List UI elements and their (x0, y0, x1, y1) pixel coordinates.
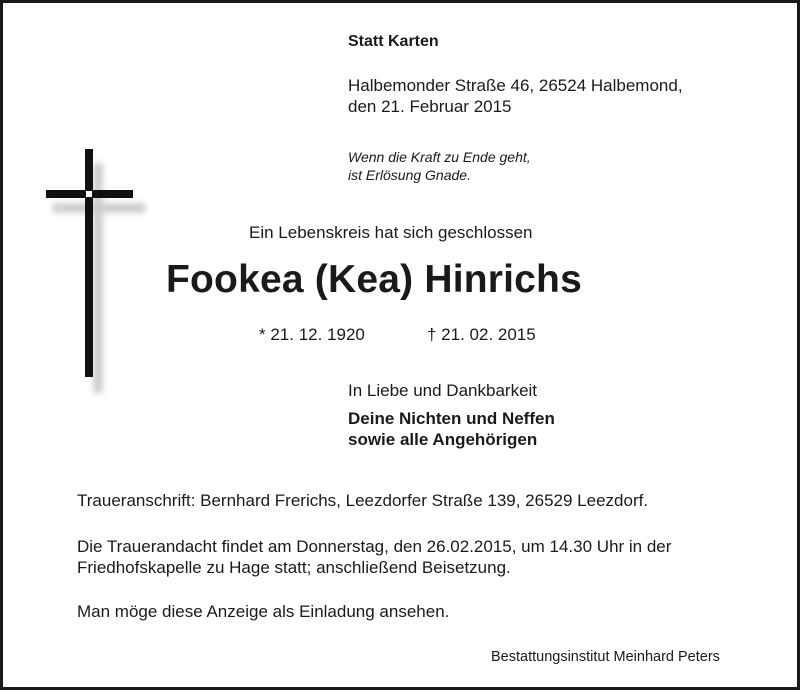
cross-center-gap (86, 191, 92, 197)
cross-shadow-horizontal (53, 203, 145, 213)
undertaker: Bestattungsinstitut Meinhard Peters (491, 649, 720, 665)
quote-line-1: Wenn die Kraft zu Ende geht, (348, 149, 531, 165)
death-date: † 21. 02. 2015 (427, 325, 536, 344)
address-line-2: den 21. Februar 2015 (348, 97, 512, 116)
address-line-1: Halbemonder Straße 46, 26524 Halbemond, (348, 76, 683, 95)
invitation-text: Man möge diese Anzeige als Einladung ansehen. (77, 602, 450, 621)
service-line-1: Die Trauerandacht findet am Donnerstag, den 26.02.2015, um 14.30 Uhr in der (77, 537, 672, 556)
mourning-address: Traueranschrift: Bernhard Frerichs, Leezdorfer Straße 139, 26529 Leezdorf. (77, 491, 649, 510)
mourners-lead: In Liebe und Dankbarkeit (348, 381, 538, 400)
intro-text: Ein Lebenskreis hat sich geschlossen (249, 223, 533, 242)
mourners-line-1: Deine Nichten und Neffen (348, 409, 555, 428)
mourners-line-2: sowie alle Angehörigen (348, 430, 538, 449)
birth-date: * 21. 12. 1920 (259, 325, 365, 344)
statt-karten: Statt Karten (348, 33, 439, 50)
service-line-2: Friedhofskapelle zu Hage statt; anschließend Beisetzung. (77, 558, 511, 577)
quote-line-2: ist Erlösung Gnade. (348, 167, 471, 183)
cross-vertical-bar (85, 149, 93, 377)
deceased-name: Fookea (Kea) Hinrichs (166, 258, 582, 301)
